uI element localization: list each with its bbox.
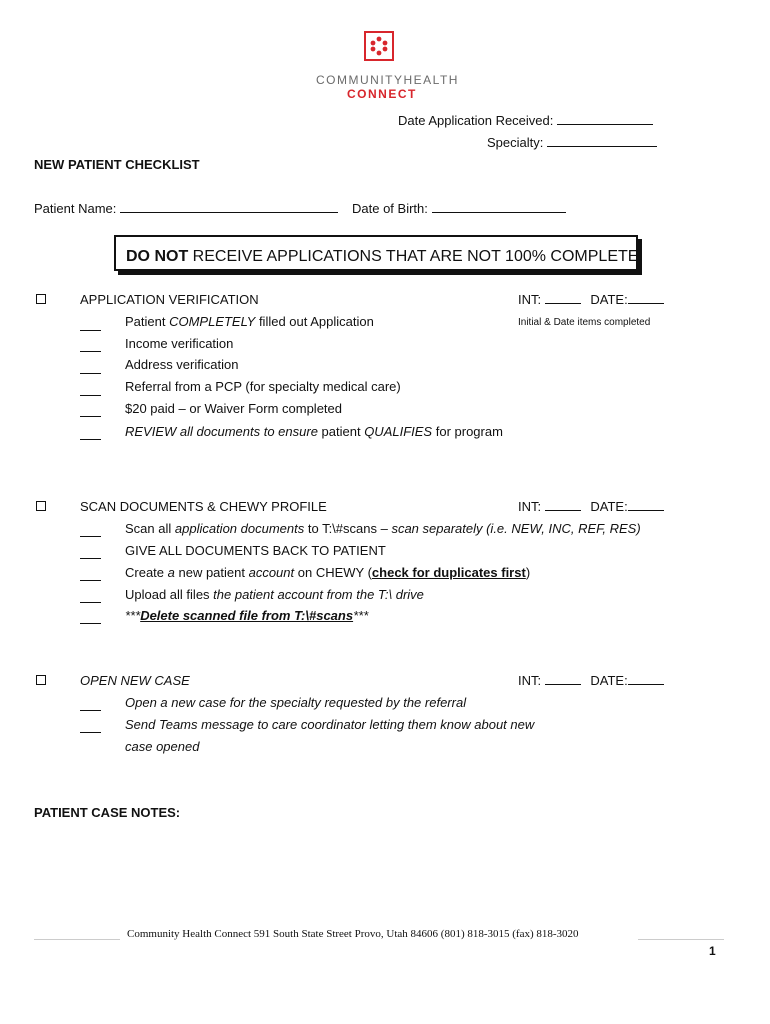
section1-item3-blank[interactable]	[80, 373, 101, 374]
brand-name-line1: COMMUNITYHEALTH	[316, 73, 459, 87]
section1-item6: REVIEW all documents to ensure patient QUALIFIES for program	[125, 424, 503, 439]
warning-text	[126, 248, 643, 266]
patient-name-blank[interactable]	[120, 212, 338, 213]
date-label: DATE:	[590, 292, 628, 307]
section1-title: APPLICATION VERIFICATION	[80, 292, 259, 307]
section3-item2-line2: case opened	[125, 739, 200, 754]
section1-item2: Income verification	[125, 336, 234, 351]
date-blank[interactable]	[628, 684, 664, 685]
section2-int-date[interactable]	[518, 499, 664, 514]
section3-item1: Open a new case for the specialty requested by the referral	[125, 695, 467, 710]
specialty-blank[interactable]	[547, 146, 657, 147]
section1-item2-blank[interactable]	[80, 351, 101, 352]
section1-item4: Referral from a PCP (for specialty medical care)	[125, 379, 401, 394]
section1-note: Initial & Date items completed	[518, 317, 651, 328]
section1-item3: Address verification	[125, 357, 239, 372]
section1-item4-blank[interactable]	[80, 395, 101, 396]
int-blank[interactable]	[545, 684, 581, 685]
section1-int-date[interactable]	[518, 292, 664, 307]
section2-title: SCAN DOCUMENTS & CHEWY PROFILE	[80, 499, 327, 514]
int-label: INT:	[518, 292, 542, 307]
section1-item5: $20 paid – or Waiver Form completed	[125, 401, 343, 416]
section3-item2-blank[interactable]	[80, 732, 101, 733]
date-label: DATE:	[590, 673, 628, 688]
specialty-label: Specialty:	[487, 135, 544, 150]
dob-label: Date of Birth:	[352, 201, 428, 216]
int-label: INT:	[518, 673, 542, 688]
page-title: NEW PATIENT CHECKLIST	[34, 157, 200, 172]
section1-item5-blank[interactable]	[80, 416, 101, 417]
date-received-field[interactable]	[398, 113, 653, 128]
section2-item2-blank[interactable]	[80, 558, 101, 559]
section1-checkbox[interactable]	[36, 294, 46, 304]
date-label: DATE:	[590, 499, 628, 514]
section2-item5-blank[interactable]	[80, 623, 101, 624]
section3-item2-line1: Send Teams message to care coordinator letting them know about new	[125, 717, 535, 732]
section1-item6-blank[interactable]	[80, 439, 101, 440]
footer-rule-right	[638, 939, 724, 940]
section3-checkbox[interactable]	[36, 675, 46, 685]
date-received-label: Date Application Received:	[398, 113, 554, 128]
brand-name-line2: CONNECT	[347, 87, 417, 101]
section2-checkbox[interactable]	[36, 501, 46, 511]
section3-item1-blank[interactable]	[80, 710, 101, 711]
int-label: INT:	[518, 499, 542, 514]
date-blank[interactable]	[628, 303, 664, 304]
dob-field[interactable]	[352, 201, 566, 216]
patient-name-field[interactable]	[34, 201, 338, 216]
section2-item2: GIVE ALL DOCUMENTS BACK TO PATIENT	[125, 543, 386, 558]
footer-rule-left	[34, 939, 120, 940]
section3-int-date[interactable]	[518, 673, 664, 688]
footer-address: Community Health Connect 591 South State Street Provo, Utah 84606 (801) 818-3015 (fax) 818-3020	[127, 928, 579, 940]
warning-bold: DO NOT	[126, 248, 189, 265]
date-blank[interactable]	[628, 510, 664, 511]
patient-name-label: Patient Name:	[34, 201, 117, 216]
dob-blank[interactable]	[432, 212, 566, 213]
warning-rest: RECEIVE APPLICATIONS THAT ARE NOT 100% COMPLETE.	[188, 248, 643, 265]
section2-item1: Scan all application documents to T:\#scans – scan separately (i.e. NEW, INC, REF, RES)	[125, 521, 641, 536]
section2-item4: Upload all files the patient account from the T:\ drive	[125, 587, 424, 602]
section1-item1-blank[interactable]	[80, 330, 101, 331]
section2-item3-blank[interactable]	[80, 580, 101, 581]
int-blank[interactable]	[545, 303, 581, 304]
specialty-field[interactable]	[487, 135, 657, 150]
section2-item1-blank[interactable]	[80, 536, 101, 537]
section2-item3: Create a new patient account on CHEWY (check for duplicates first)	[125, 565, 531, 580]
patient-case-notes-label: PATIENT CASE NOTES:	[34, 805, 181, 820]
patient-case-notes-area[interactable]	[34, 826, 724, 916]
page-number: 1	[709, 944, 716, 958]
logo-icon	[364, 31, 394, 61]
section3-title: OPEN NEW CASE	[80, 673, 190, 688]
section2-item4-blank[interactable]	[80, 602, 101, 603]
int-blank[interactable]	[545, 510, 581, 511]
date-received-blank[interactable]	[557, 124, 653, 125]
section1-item1: Patient COMPLETELY filled out Application	[125, 314, 374, 329]
section2-item5: ***Delete scanned file from T:\#scans***	[125, 608, 369, 623]
